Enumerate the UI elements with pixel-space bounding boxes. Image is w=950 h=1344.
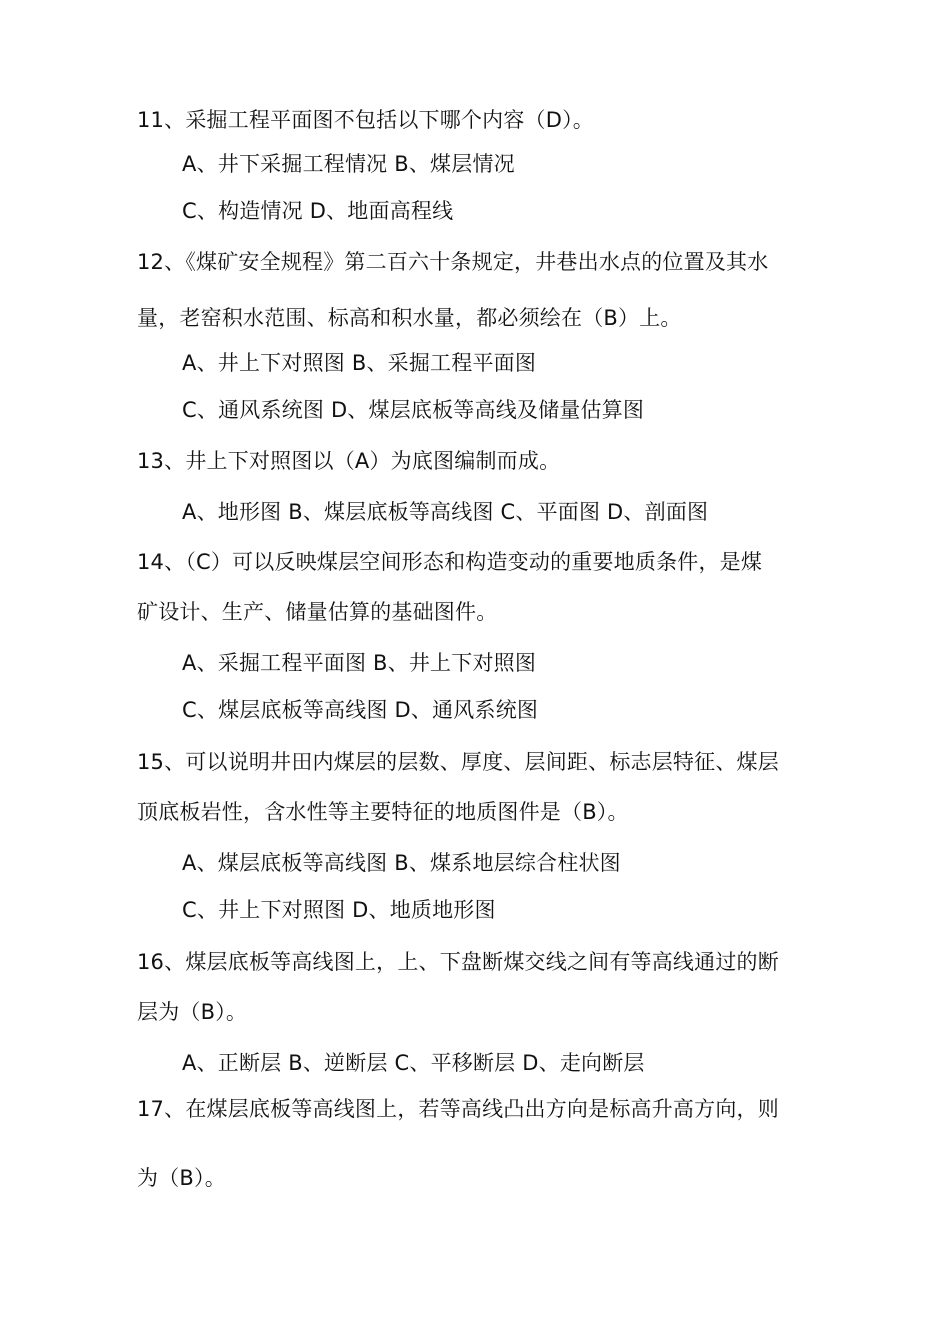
- question-15-options-1: A、煤层底板等高线图 B、煤系地层综合柱状图: [182, 851, 621, 875]
- question-12-options-1: A、井上下对照图 B、采掘工程平面图: [182, 351, 537, 375]
- question-12-text-2: 量，老窑积水范围、标高和积水量，都必须绘在（B）上。: [137, 306, 682, 330]
- question-14-options-2: C、煤层底板等高线图 D、通风系统图: [182, 698, 539, 722]
- question-17-text-1: 17、在煤层底板等高线图上，若等高线凸出方向是标高升高方向，则: [137, 1097, 779, 1121]
- question-11-text: 11、采掘工程平面图不包括以下哪个内容（D）。: [137, 108, 594, 132]
- question-14-text-2: 矿设计、生产、储量估算的基础图件。: [137, 600, 498, 624]
- question-13-text: 13、井上下对照图以（A）为底图编制而成。: [137, 449, 561, 473]
- question-14-options-1: A、采掘工程平面图 B、井上下对照图: [182, 651, 537, 675]
- question-13-options: A、地形图 B、煤层底板等高线图 C、平面图 D、剖面图: [182, 500, 709, 524]
- question-12-text-1: 12、《煤矿安全规程》第二百六十条规定，井巷出水点的位置及其水: [137, 250, 769, 274]
- question-17-text-2: 为（B）。: [137, 1166, 226, 1190]
- question-12-options-2: C、通风系统图 D、煤层底板等高线及储量估算图: [182, 398, 645, 422]
- question-14-text-1: 14、（C）可以反映煤层空间形态和构造变动的重要地质条件，是煤: [137, 550, 763, 574]
- question-15-text-2: 顶底板岩性，含水性等主要特征的地质图件是（B）。: [137, 800, 629, 824]
- question-16-text-2: 层为（B）。: [137, 1000, 248, 1024]
- question-16-options: A、正断层 B、逆断层 C、平移断层 D、走向断层: [182, 1051, 645, 1075]
- question-15-options-2: C、井上下对照图 D、地质地形图: [182, 898, 496, 922]
- question-16-text-1: 16、煤层底板等高线图上，上、下盘断煤交线之间有等高线通过的断: [137, 950, 779, 974]
- question-11-options-2: C、构造情况 D、地面高程线: [182, 199, 454, 223]
- question-15-text-1: 15、可以说明井田内煤层的层数、厚度、层间距、标志层特征、煤层: [137, 750, 779, 774]
- question-11-options-1: A、井下采掘工程情况 B、煤层情况: [182, 152, 515, 176]
